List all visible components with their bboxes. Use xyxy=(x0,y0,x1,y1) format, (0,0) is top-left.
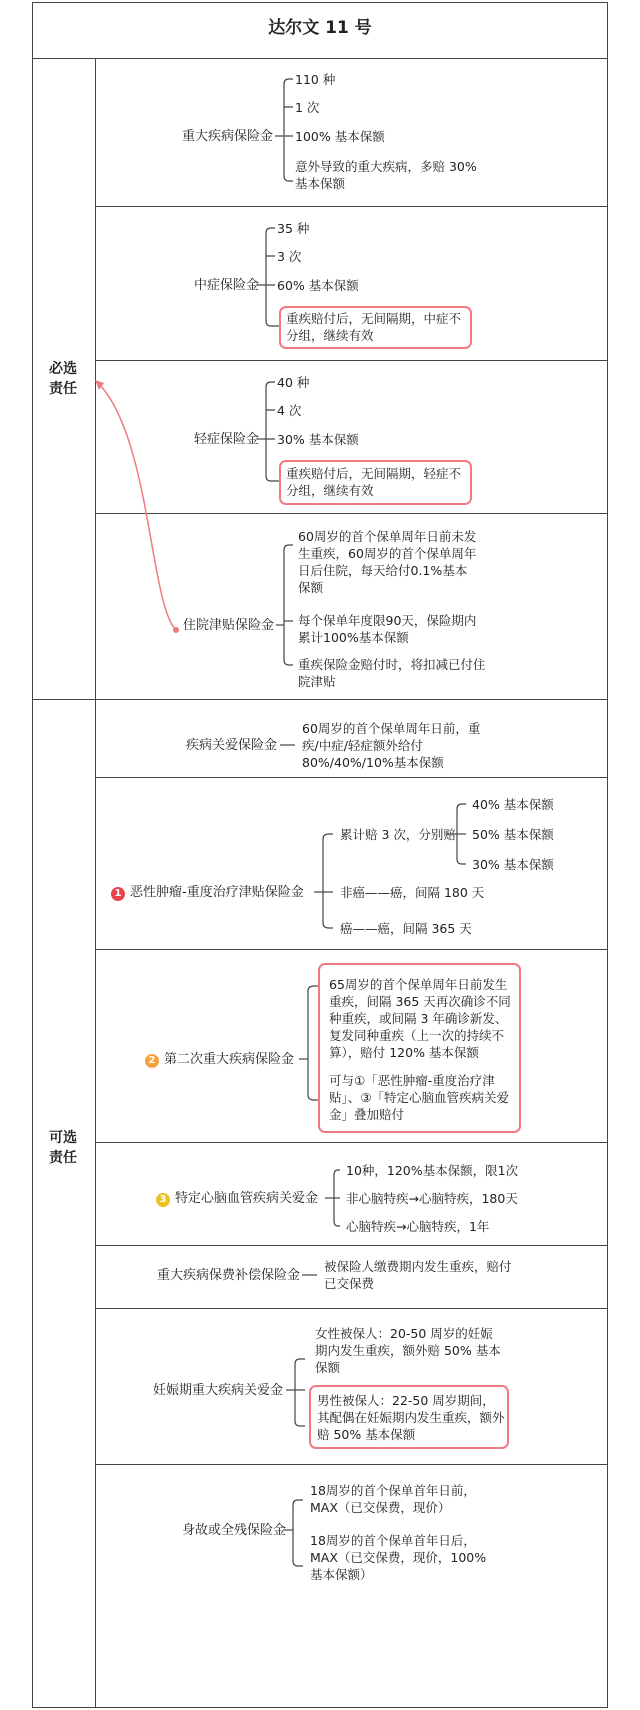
critical-item-types: 110 种 xyxy=(295,72,336,87)
cancer-allowance-label xyxy=(111,884,304,901)
second-critical-text: 第二次重大疾病保险金 xyxy=(164,1052,295,1067)
premium-waiver-text: 被保险人缴费期内发生重疾，赔付已交保费 xyxy=(324,1259,512,1291)
category-required: 必选 责任 xyxy=(49,361,77,397)
cancer-allowance-text: 恶性肿瘤-重度治疗津贴保险金 xyxy=(130,885,304,900)
cancer-item-count: 累计赔 3 次，分别赔 xyxy=(340,827,456,842)
moderate-item-times: 3 次 xyxy=(277,249,302,264)
mild-item-types: 40 种 xyxy=(277,375,310,390)
cardio-care-text: 特定心脑血管疾病关爱金 xyxy=(175,1191,319,1206)
category-optional: 可选 责任 xyxy=(49,1130,77,1166)
critical-item-amount: 100% 基本保额 xyxy=(295,129,385,144)
badge-3-icon: 3 xyxy=(156,1193,170,1207)
premium-waiver-label: 重大疾病保费补偿保险金 xyxy=(157,1268,301,1283)
moderate-item-amount: 60% 基本保额 xyxy=(277,278,359,293)
disease-care-text: 60周岁的首个保单周年日前，重疾/中症/轻症额外给付80%/40%/10%基本保额 xyxy=(302,721,481,770)
second-item-combo: 可与①「恶性肿瘤-重度治疗津贴」、③「特定心脑血管疾病关爱金」叠加赔付 xyxy=(329,1073,509,1122)
cancer-item-noncancer: 非癌——癌，间隔 180 天 xyxy=(340,885,485,900)
second-item-condition: 65周岁的首个保单周年日前发生重疾，间隔 365 天再次确诊不同种重疾，或间隔 3 年确诊新发、复发同种重疾（上一次的持续不算），赔付 120% 基本保额 xyxy=(329,977,511,1060)
cardio-care-label xyxy=(156,1190,318,1207)
cancer-sub-second: 50% 基本保额 xyxy=(472,827,554,842)
mild-item-times: 4 次 xyxy=(277,403,302,418)
hospital-allowance-label: 住院津贴保险金 xyxy=(183,618,275,633)
pregnancy-care-label: 妊娠期重大疾病关爱金 xyxy=(153,1383,284,1398)
cardio-item-types: 10种，120%基本保额，限1次 xyxy=(346,1163,519,1178)
page-title: 达尔文 11 号 xyxy=(268,18,372,38)
moderate-item-types: 35 种 xyxy=(277,221,310,236)
hospital-item-condition: 60周岁的首个保单周年日前未发生重疾，60周岁的首个保单周年日后住院，每天给付0.1%基本保额 xyxy=(298,529,477,595)
badge-2-icon: 2 xyxy=(145,1054,159,1068)
mild-item-note: 重疾赔付后，无间隔期，轻症不分组，继续有效 xyxy=(286,466,462,498)
cancer-sub-third: 30% 基本保额 xyxy=(472,857,554,872)
cancer-sub-first: 40% 基本保额 xyxy=(472,797,554,812)
mild-illness-label: 轻症保险金 xyxy=(194,432,260,447)
hospital-item-deduction: 重疾保险金赔付时，将扣减已付住院津贴 xyxy=(298,657,486,689)
critical-item-times: 1 次 xyxy=(295,100,320,115)
mild-item-amount: 30% 基本保额 xyxy=(277,432,359,447)
death-item-after18: 18周岁的首个保单首年日后，MAX（已交保费，现价，100% 基本保额） xyxy=(310,1533,487,1582)
critical-item-accident: 意外导致的重大疾病，多赔 30% 基本保额 xyxy=(295,159,477,191)
cardio-item-interval1: 非心脑特疾→心脑特疾，180天 xyxy=(346,1191,518,1206)
moderate-illness-label: 中症保险金 xyxy=(194,278,260,293)
pregnancy-item-female: 女性被保人：20-50 周岁的妊娠期内发生重疾，额外赔 50% 基本保额 xyxy=(315,1326,501,1375)
hospital-item-limit: 每个保单年度限90天，保险期内累计100%基本保额 xyxy=(298,613,477,645)
badge-1-icon: 1 xyxy=(111,887,125,901)
cancer-item-cancer: 癌——癌，间隔 365 天 xyxy=(340,921,472,936)
critical-illness-label: 重大疾病保险金 xyxy=(182,129,274,144)
death-item-before18: 18周岁的首个保单首年日前，MAX（已交保费，现价） xyxy=(310,1483,476,1515)
pregnancy-item-male: 男性被保人：22-50 周岁期间，其配偶在妊娠期内发生重疾，额外赔 50% 基本保额 xyxy=(317,1393,505,1442)
cardio-item-interval2: 心脑特疾→心脑特疾，1年 xyxy=(346,1219,490,1234)
link-arrow xyxy=(100,385,175,629)
death-disability-label: 身故或全残保险金 xyxy=(182,1523,287,1538)
disease-care-label: 疾病关爱保险金 xyxy=(186,738,278,753)
moderate-item-note: 重疾赔付后，无间隔期，中症不分组，继续有效 xyxy=(286,311,462,343)
second-critical-label xyxy=(145,1051,294,1068)
